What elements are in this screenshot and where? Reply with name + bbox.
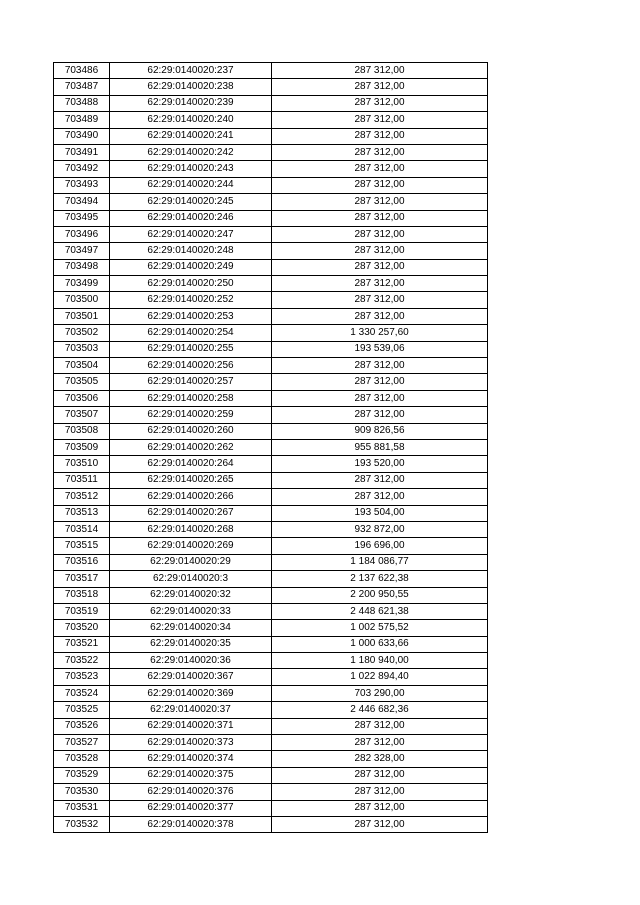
table-row <box>54 735 488 751</box>
cadastral-value-table <box>53 62 488 833</box>
cadastral-value-cell: 1 330 257,60 <box>272 325 488 341</box>
row-number-cell: 703522 <box>54 653 110 669</box>
row-number-cell: 703525 <box>54 702 110 718</box>
cadastral-number-cell: 62:29:0140020:255 <box>110 341 272 357</box>
cadastral-value-cell: 193 520,00 <box>272 456 488 472</box>
cadastral-number-cell: 62:29:0140020:257 <box>110 374 272 390</box>
cadastral-number-cell: 62:29:0140020:244 <box>110 177 272 193</box>
cadastral-value-cell: 932 872,00 <box>272 521 488 537</box>
cadastral-number-cell: 62:29:0140020:268 <box>110 521 272 537</box>
cadastral-number-cell: 62:29:0140020:237 <box>110 63 272 79</box>
row-number-cell: 703487 <box>54 79 110 95</box>
table-row <box>54 276 488 292</box>
cadastral-value-cell: 287 312,00 <box>272 63 488 79</box>
cadastral-number-cell: 62:29:0140020:240 <box>110 112 272 128</box>
row-number-cell: 703516 <box>54 554 110 570</box>
table-row <box>54 636 488 652</box>
table-row <box>54 243 488 259</box>
cadastral-number-cell: 62:29:0140020:260 <box>110 423 272 439</box>
cadastral-number-cell: 62:29:0140020:239 <box>110 95 272 111</box>
row-number-cell: 703523 <box>54 669 110 685</box>
table-row <box>54 816 488 832</box>
row-number-cell: 703517 <box>54 571 110 587</box>
row-number-cell: 703489 <box>54 112 110 128</box>
cadastral-value-cell: 287 312,00 <box>272 177 488 193</box>
table-row <box>54 390 488 406</box>
cadastral-value-cell: 1 022 894,40 <box>272 669 488 685</box>
cadastral-number-cell: 62:29:0140020:374 <box>110 751 272 767</box>
cadastral-number-cell: 62:29:0140020:375 <box>110 767 272 783</box>
cadastral-number-cell: 62:29:0140020:267 <box>110 505 272 521</box>
cadastral-value-cell: 287 312,00 <box>272 161 488 177</box>
cadastral-number-cell: 62:29:0140020:247 <box>110 226 272 242</box>
cadastral-number-cell: 62:29:0140020:369 <box>110 685 272 701</box>
table-row <box>54 374 488 390</box>
cadastral-value-cell: 703 290,00 <box>272 685 488 701</box>
row-number-cell: 703510 <box>54 456 110 472</box>
cadastral-value-cell: 2 448 621,38 <box>272 603 488 619</box>
cadastral-value-cell: 909 826,56 <box>272 423 488 439</box>
table-row <box>54 538 488 554</box>
row-number-cell: 703531 <box>54 800 110 816</box>
cadastral-number-cell: 62:29:0140020:37 <box>110 702 272 718</box>
cadastral-value-cell: 287 312,00 <box>272 128 488 144</box>
table-row <box>54 341 488 357</box>
cadastral-value-cell: 287 312,00 <box>272 210 488 226</box>
table-row <box>54 112 488 128</box>
row-number-cell: 703504 <box>54 358 110 374</box>
cadastral-value-cell: 287 312,00 <box>272 718 488 734</box>
cadastral-value-cell: 193 539,06 <box>272 341 488 357</box>
cadastral-number-cell: 62:29:0140020:34 <box>110 620 272 636</box>
row-number-cell: 703499 <box>54 276 110 292</box>
table-row <box>54 161 488 177</box>
cadastral-value-cell: 287 312,00 <box>272 112 488 128</box>
row-number-cell: 703513 <box>54 505 110 521</box>
cadastral-number-cell: 62:29:0140020:33 <box>110 603 272 619</box>
table-row <box>54 767 488 783</box>
cadastral-value-cell: 2 446 682,36 <box>272 702 488 718</box>
cadastral-value-cell: 1 180 940,00 <box>272 653 488 669</box>
cadastral-number-cell: 62:29:0140020:264 <box>110 456 272 472</box>
cadastral-value-cell: 1 000 633,66 <box>272 636 488 652</box>
table-row <box>54 603 488 619</box>
table-row <box>54 439 488 455</box>
table-body <box>54 63 488 833</box>
row-number-cell: 703529 <box>54 767 110 783</box>
row-number-cell: 703527 <box>54 735 110 751</box>
cadastral-value-cell: 287 312,00 <box>272 276 488 292</box>
row-number-cell: 703500 <box>54 292 110 308</box>
cadastral-number-cell: 62:29:0140020:371 <box>110 718 272 734</box>
cadastral-number-cell: 62:29:0140020:373 <box>110 735 272 751</box>
row-number-cell: 703524 <box>54 685 110 701</box>
cadastral-value-cell: 287 312,00 <box>272 243 488 259</box>
row-number-cell: 703502 <box>54 325 110 341</box>
cadastral-number-cell: 62:29:0140020:243 <box>110 161 272 177</box>
cadastral-number-cell: 62:29:0140020:36 <box>110 653 272 669</box>
row-number-cell: 703495 <box>54 210 110 226</box>
table-row <box>54 505 488 521</box>
table-row <box>54 177 488 193</box>
cadastral-value-cell: 282 328,00 <box>272 751 488 767</box>
row-number-cell: 703493 <box>54 177 110 193</box>
cadastral-number-cell: 62:29:0140020:269 <box>110 538 272 554</box>
row-number-cell: 703530 <box>54 784 110 800</box>
cadastral-value-cell: 287 312,00 <box>272 390 488 406</box>
table-row <box>54 784 488 800</box>
cadastral-value-cell: 287 312,00 <box>272 489 488 505</box>
cadastral-number-cell: 62:29:0140020:248 <box>110 243 272 259</box>
table-row <box>54 489 488 505</box>
cadastral-number-cell: 62:29:0140020:266 <box>110 489 272 505</box>
cadastral-value-cell: 287 312,00 <box>272 816 488 832</box>
cadastral-value-cell: 2 200 950,55 <box>272 587 488 603</box>
row-number-cell: 703518 <box>54 587 110 603</box>
row-number-cell: 703490 <box>54 128 110 144</box>
cadastral-number-cell: 62:29:0140020:32 <box>110 587 272 603</box>
table-row <box>54 669 488 685</box>
cadastral-value-cell: 287 312,00 <box>272 308 488 324</box>
cadastral-value-cell: 287 312,00 <box>272 800 488 816</box>
row-number-cell: 703503 <box>54 341 110 357</box>
table-row <box>54 210 488 226</box>
table-row <box>54 423 488 439</box>
table-row <box>54 554 488 570</box>
cadastral-number-cell: 62:29:0140020:29 <box>110 554 272 570</box>
table-row <box>54 259 488 275</box>
row-number-cell: 703496 <box>54 226 110 242</box>
cadastral-number-cell: 62:29:0140020:262 <box>110 439 272 455</box>
cadastral-number-cell: 62:29:0140020:259 <box>110 407 272 423</box>
row-number-cell: 703526 <box>54 718 110 734</box>
table-row <box>54 456 488 472</box>
cadastral-value-cell: 955 881,58 <box>272 439 488 455</box>
cadastral-value-cell: 287 312,00 <box>272 784 488 800</box>
table-row <box>54 587 488 603</box>
cadastral-number-cell: 62:29:0140020:253 <box>110 308 272 324</box>
table-row <box>54 308 488 324</box>
row-number-cell: 703498 <box>54 259 110 275</box>
cadastral-number-cell: 62:29:0140020:250 <box>110 276 272 292</box>
table-row <box>54 95 488 111</box>
cadastral-value-cell: 287 312,00 <box>272 259 488 275</box>
cadastral-value-cell: 196 696,00 <box>272 538 488 554</box>
table-row <box>54 751 488 767</box>
cadastral-number-cell: 62:29:0140020:249 <box>110 259 272 275</box>
cadastral-value-cell: 287 312,00 <box>272 767 488 783</box>
cadastral-number-cell: 62:29:0140020:245 <box>110 194 272 210</box>
cadastral-value-cell: 287 312,00 <box>272 374 488 390</box>
cadastral-number-cell: 62:29:0140020:3 <box>110 571 272 587</box>
cadastral-value-cell: 287 312,00 <box>272 226 488 242</box>
table-row <box>54 358 488 374</box>
table-row <box>54 800 488 816</box>
cadastral-value-cell: 193 504,00 <box>272 505 488 521</box>
table-row <box>54 521 488 537</box>
row-number-cell: 703507 <box>54 407 110 423</box>
row-number-cell: 703512 <box>54 489 110 505</box>
row-number-cell: 703492 <box>54 161 110 177</box>
cadastral-number-cell: 62:29:0140020:238 <box>110 79 272 95</box>
cadastral-value-cell: 287 312,00 <box>272 472 488 488</box>
row-number-cell: 703491 <box>54 144 110 160</box>
row-number-cell: 703488 <box>54 95 110 111</box>
row-number-cell: 703506 <box>54 390 110 406</box>
row-number-cell: 703519 <box>54 603 110 619</box>
table-row <box>54 702 488 718</box>
row-number-cell: 703501 <box>54 308 110 324</box>
table-row <box>54 653 488 669</box>
table-row <box>54 325 488 341</box>
cadastral-number-cell: 62:29:0140020:367 <box>110 669 272 685</box>
cadastral-number-cell: 62:29:0140020:242 <box>110 144 272 160</box>
cadastral-number-cell: 62:29:0140020:254 <box>110 325 272 341</box>
row-number-cell: 703509 <box>54 439 110 455</box>
cadastral-number-cell: 62:29:0140020:258 <box>110 390 272 406</box>
table-row <box>54 144 488 160</box>
cadastral-value-cell: 287 312,00 <box>272 292 488 308</box>
table-row <box>54 571 488 587</box>
row-number-cell: 703511 <box>54 472 110 488</box>
cadastral-value-cell: 287 312,00 <box>272 144 488 160</box>
cadastral-value-cell: 1 002 575,52 <box>272 620 488 636</box>
table-row <box>54 472 488 488</box>
table-row <box>54 79 488 95</box>
table-row <box>54 226 488 242</box>
cadastral-number-cell: 62:29:0140020:256 <box>110 358 272 374</box>
table-row <box>54 407 488 423</box>
row-number-cell: 703508 <box>54 423 110 439</box>
cadastral-value-cell: 287 312,00 <box>272 358 488 374</box>
table-row <box>54 718 488 734</box>
cadastral-number-cell: 62:29:0140020:252 <box>110 292 272 308</box>
table-row <box>54 194 488 210</box>
row-number-cell: 703497 <box>54 243 110 259</box>
cadastral-number-cell: 62:29:0140020:246 <box>110 210 272 226</box>
row-number-cell: 703494 <box>54 194 110 210</box>
row-number-cell: 703515 <box>54 538 110 554</box>
table-row <box>54 685 488 701</box>
cadastral-number-cell: 62:29:0140020:378 <box>110 816 272 832</box>
table-row <box>54 292 488 308</box>
table-row <box>54 620 488 636</box>
cadastral-value-cell: 287 312,00 <box>272 79 488 95</box>
row-number-cell: 703486 <box>54 63 110 79</box>
cadastral-value-cell: 287 312,00 <box>272 735 488 751</box>
cadastral-number-cell: 62:29:0140020:265 <box>110 472 272 488</box>
row-number-cell: 703520 <box>54 620 110 636</box>
row-number-cell: 703514 <box>54 521 110 537</box>
row-number-cell: 703532 <box>54 816 110 832</box>
row-number-cell: 703505 <box>54 374 110 390</box>
cadastral-number-cell: 62:29:0140020:377 <box>110 800 272 816</box>
cadastral-value-cell: 1 184 086,77 <box>272 554 488 570</box>
row-number-cell: 703528 <box>54 751 110 767</box>
table-row <box>54 63 488 79</box>
cadastral-number-cell: 62:29:0140020:376 <box>110 784 272 800</box>
cadastral-number-cell: 62:29:0140020:241 <box>110 128 272 144</box>
cadastral-number-cell: 62:29:0140020:35 <box>110 636 272 652</box>
cadastral-value-cell: 2 137 622,38 <box>272 571 488 587</box>
cadastral-value-cell: 287 312,00 <box>272 194 488 210</box>
cadastral-value-cell: 287 312,00 <box>272 95 488 111</box>
table-row <box>54 128 488 144</box>
row-number-cell: 703521 <box>54 636 110 652</box>
cadastral-value-cell: 287 312,00 <box>272 407 488 423</box>
